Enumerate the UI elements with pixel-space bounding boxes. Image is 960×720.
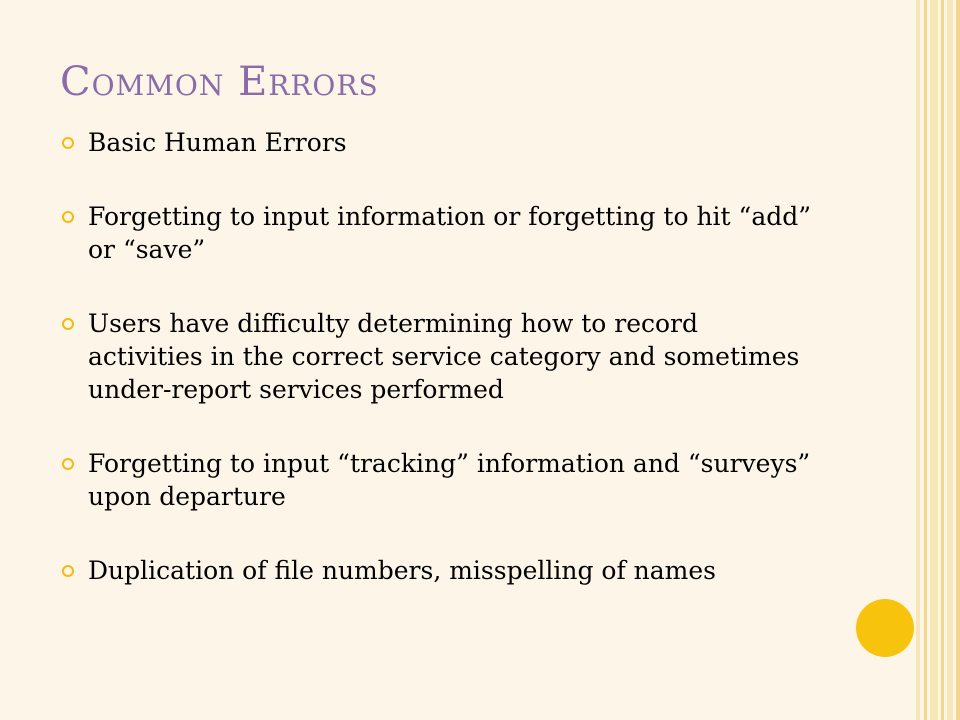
bullet-circle-icon [62, 318, 74, 330]
bullet-text: Forgetting to input “tracking” information and “surveys” upon departure [88, 449, 811, 511]
decorative-stripes [916, 0, 960, 720]
bullet-circle-icon [62, 137, 74, 149]
bullet-text: Forgetting to input information or forgetting to hit “add” or “save” [88, 202, 812, 264]
slide-title: Common Errors [60, 59, 379, 105]
bullet-item [58, 307, 818, 406]
stripe [930, 0, 938, 720]
stripe [956, 0, 960, 720]
bullet-circle-icon [62, 211, 74, 223]
bullet-item [58, 447, 818, 513]
bullet-text: Users have difficulty determining how to record activities in the correct service category and sometimes under-report services performed [88, 309, 800, 404]
bullet-item [58, 200, 818, 266]
accent-circle [856, 599, 914, 657]
bullet-item [58, 554, 818, 587]
bullet-text: Duplication of file numbers, misspelling of names [88, 556, 717, 585]
stripe [924, 0, 927, 720]
bullet-list [58, 126, 818, 587]
stripe [916, 0, 920, 720]
bullet-text: Basic Human Errors [88, 128, 347, 157]
stripe [941, 0, 944, 720]
stripe [947, 0, 953, 720]
bullet-item [58, 126, 818, 159]
bullet-circle-icon [62, 458, 74, 470]
bullet-circle-icon [62, 565, 74, 577]
